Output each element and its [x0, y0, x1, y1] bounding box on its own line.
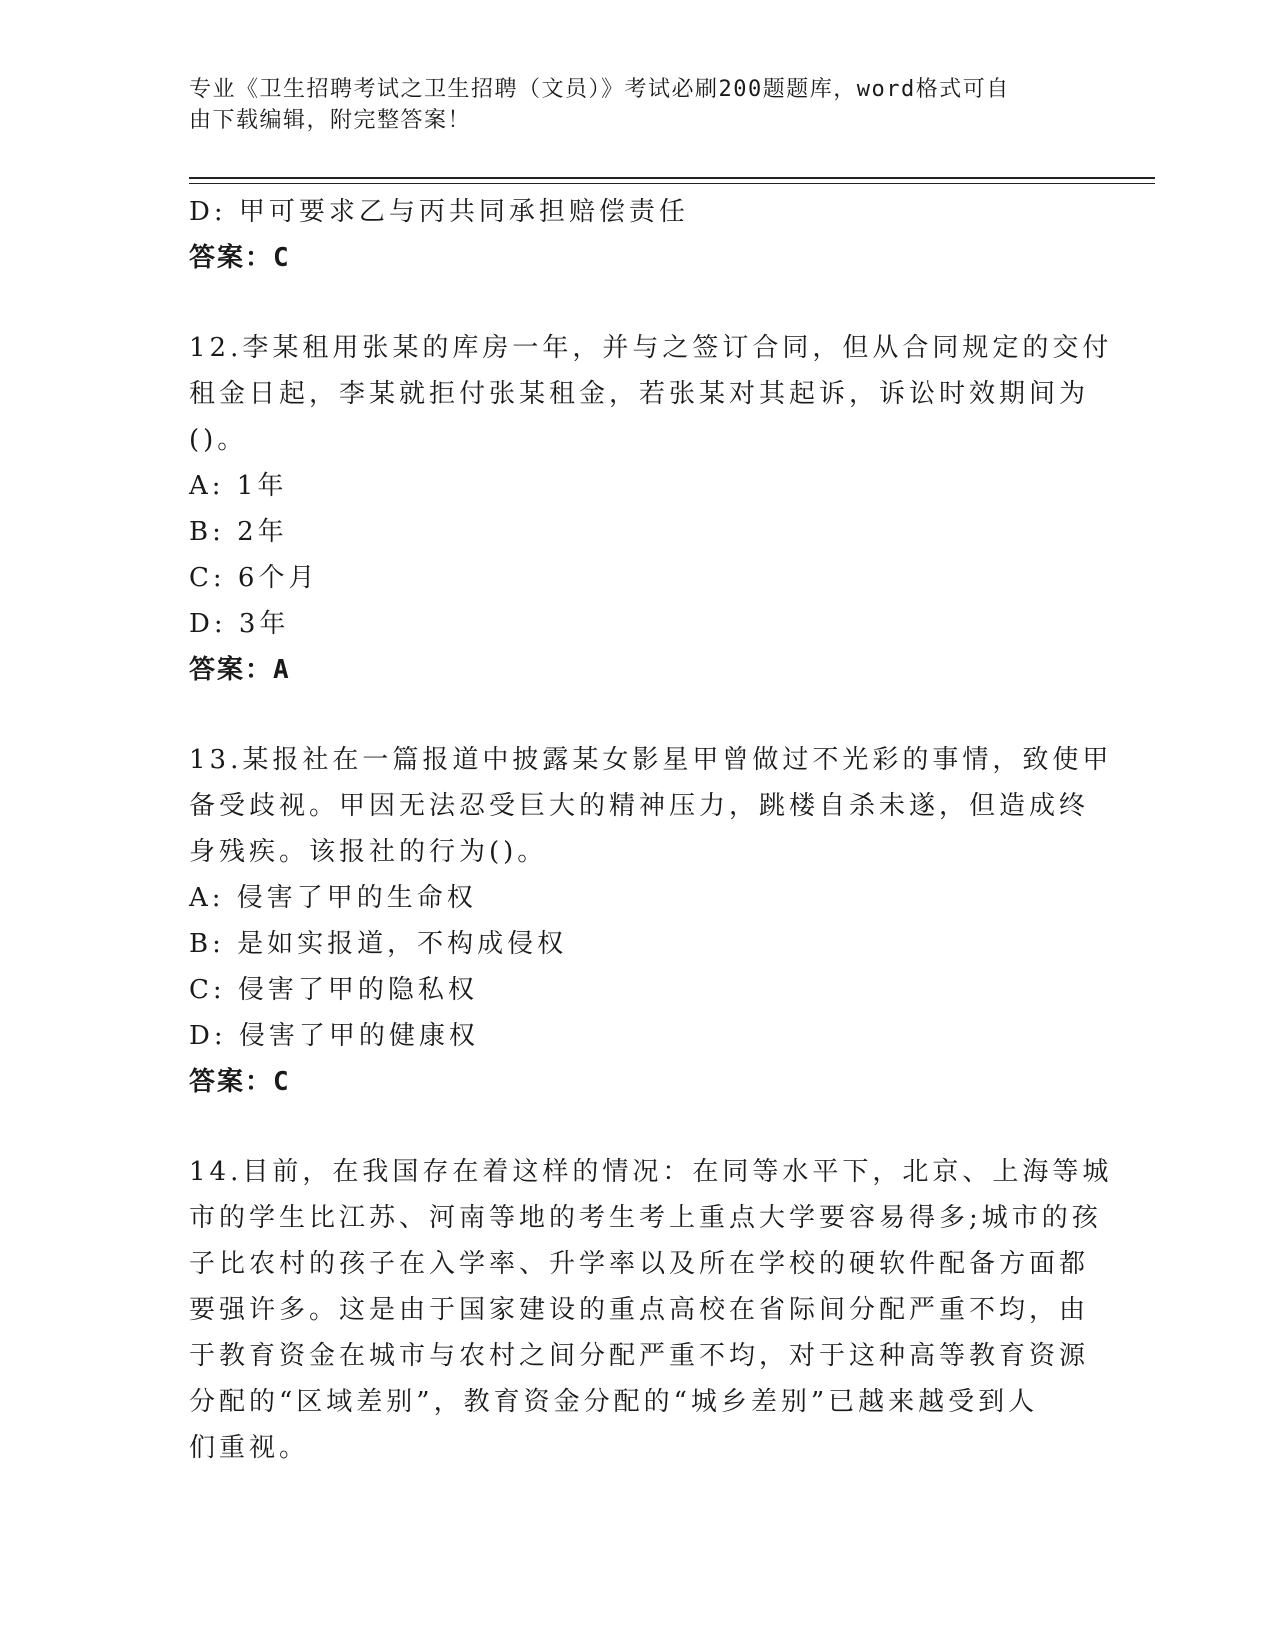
q13-option-b: B: 是如实报道，不构成侵权: [189, 929, 568, 959]
q13-option-d: D: 侵害了甲的健康权: [189, 1021, 479, 1051]
question-14: [189, 1149, 1113, 1471]
q13-stem-line-2: 备受歧视。甲因无法忍受巨大的精神压力，跳楼自杀未遂，但造成终: [189, 791, 1090, 821]
q12-stem-line-2: 租金日起，李某就拒付张某租金，若张某对其起诉，诉讼时效期间为: [189, 379, 1090, 409]
q12-answer: 答案：A: [189, 655, 291, 685]
prev-option-d: D: 甲可要求乙与丙共同承担赔偿责任: [189, 197, 689, 227]
q14-stem-line-3: 子比农村的孩子在入学率、升学率以及所在学校的硬软件配备方面都: [189, 1249, 1090, 1279]
prev-answer: 答案：C: [189, 243, 291, 273]
header-line-1: 专业《卫生招聘考试之卫生招聘（文员）》考试必刷200题题库，word格式可自: [189, 77, 1010, 102]
header-rule-thin: [189, 183, 1155, 184]
question-13: [189, 737, 1113, 1105]
q13-stem-line-3: 身残疾。该报社的行为()。: [189, 837, 548, 867]
document-body: [189, 189, 1113, 1471]
spacer: [189, 281, 1089, 325]
q12-stem-line-1: 12.李某租用张某的库房一年，并与之签订合同，但从合同规定的交付: [189, 333, 1113, 363]
q12-option-d: D: 3年: [189, 609, 290, 639]
q13-option-c: C: 侵害了甲的隐私权: [189, 975, 478, 1005]
q12-option-a: A: 1年: [189, 471, 288, 501]
spacer: [189, 693, 1089, 737]
q13-option-a: A: 侵害了甲的生命权: [189, 883, 477, 913]
q14-stem-line-5: 于教育资金在城市与农村之间分配严重不均，对于这种高等教育资源: [189, 1341, 1090, 1371]
q14-stem-line-2: 市的学生比江苏、河南等地的考生考上重点大学要容易得多;城市的孩: [189, 1203, 1102, 1233]
q13-answer: 答案：C: [189, 1067, 291, 1097]
q14-stem-line-6: 分配的“区域差别”，教育资金分配的“城乡差别”已越来越受到人: [189, 1387, 1039, 1417]
q12-option-b: B: 2年: [189, 517, 288, 547]
q14-stem-line-4: 要强许多。这是由于国家建设的重点高校在省际间分配严重不均，由: [189, 1295, 1090, 1325]
spacer: [189, 1105, 1089, 1149]
page-header: [189, 74, 1069, 136]
q12-stem-line-3: ()。: [189, 425, 248, 455]
header-rule-thick: [189, 177, 1155, 179]
q14-stem-line-7: 们重视。: [189, 1433, 310, 1463]
q13-stem-line-1: 13.某报社在一篇报道中披露某女影星甲曾做过不光彩的事情，致使甲: [189, 745, 1113, 775]
q14-stem-line-1: 14.目前，在我国存在着这样的情况：在同等水平下，北京、上海等城: [189, 1157, 1113, 1187]
q12-option-c: C: 6个月: [189, 563, 319, 593]
question-12: [189, 325, 1113, 693]
header-line-2: 由下载编辑，附完整答案！: [189, 108, 472, 133]
